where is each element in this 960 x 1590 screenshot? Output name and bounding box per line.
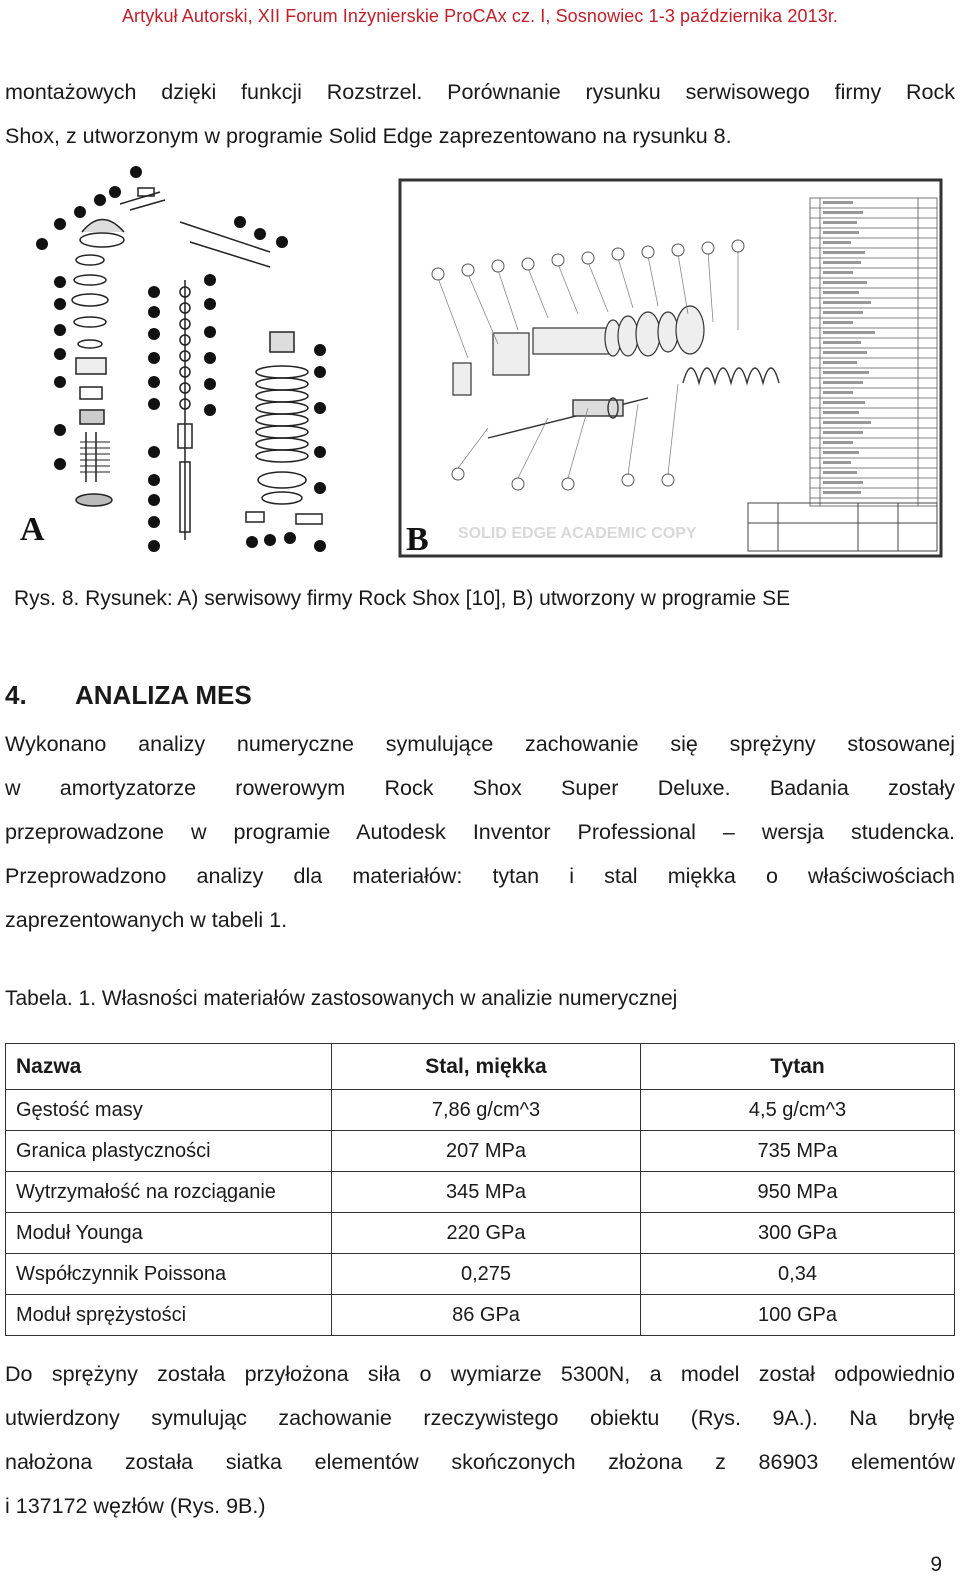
table-cell: 7,86 g/cm^3 [332, 1090, 641, 1131]
figure-panel-a [20, 162, 365, 560]
section-paragraph [5, 722, 955, 942]
table-cell: 0,275 [332, 1254, 641, 1295]
page-header: Artykuł Autorski, XII Forum Inżynierskie ProCAx cz. I, Sosnowiec 1-3 października 2013r. [121, 6, 839, 26]
table-cell: Gęstość masy [6, 1090, 332, 1131]
header-cell: Tytan [641, 1044, 955, 1090]
header-cell: Stal, miękka [332, 1044, 641, 1090]
closing-paragraph [5, 1352, 955, 1528]
materials-table [5, 1043, 955, 1336]
table-cell: Moduł sprężystości [6, 1295, 332, 1336]
table-cell: 300 GPa [641, 1213, 955, 1254]
section-number: 4. [5, 680, 27, 710]
panel-a-label: A [20, 511, 45, 548]
table-cell: 207 MPa [332, 1131, 641, 1172]
table-row [6, 1254, 955, 1295]
table-cell: 345 MPa [332, 1172, 641, 1213]
table-row [6, 1090, 955, 1131]
section-line: zaprezentowanych w tabeli 1. [5, 908, 288, 932]
table-cell: 0,34 [641, 1254, 955, 1295]
header-cell: Nazwa [6, 1044, 332, 1090]
table-cell: 86 GPa [332, 1295, 641, 1336]
page-number: 9 [930, 1553, 942, 1576]
closing-line: utwierdzony symulując zachowanie rzeczywistego obiektu (Rys. 9A.). Na bryłę [5, 1406, 955, 1430]
figure-panel-b [398, 178, 943, 558]
intro-line: montażowych dzięki funkcji Rozstrzel. Porównanie rysunku serwisowego firmy Rock [5, 80, 955, 104]
table-row [6, 1172, 955, 1213]
panel-b-label: B [406, 521, 429, 558]
section-line: Przeprowadzono analizy dla materiałów: tytan i stal miękka o właściwościach [5, 864, 955, 888]
table-cell: 4,5 g/cm^3 [641, 1090, 955, 1131]
section-heading [5, 680, 252, 711]
table-header-row [6, 1044, 955, 1090]
table-cell: 950 MPa [641, 1172, 955, 1213]
section-title: ANALIZA MES [75, 680, 252, 710]
table-cell: Współczynnik Poissona [6, 1254, 332, 1295]
table-row [6, 1295, 955, 1336]
table-cell: 735 MPa [641, 1131, 955, 1172]
table-row [6, 1213, 955, 1254]
table-cell: Granica plastyczności [6, 1131, 332, 1172]
table-caption: Tabela. 1. Własności materiałów zastosowanych w analizie numerycznej [5, 987, 678, 1010]
closing-line: Do sprężyny została przyłożona siła o wymiarze 5300N, a model został odpowiednio [5, 1362, 955, 1386]
table-cell: Wytrzymałość na rozciąganie [6, 1172, 332, 1213]
table-cell: 100 GPa [641, 1295, 955, 1336]
intro-paragraph [5, 70, 955, 158]
closing-line: i 137172 węzłów (Rys. 9B.) [5, 1494, 266, 1518]
figure-caption: Rys. 8. Rysunek: A) serwisowy firmy Rock Shox [10], B) utworzony w programie SE [14, 587, 791, 610]
closing-line: nałożona została siatka elementów skończonych złożona z 86903 elementów [5, 1450, 955, 1474]
table-cell: Moduł Younga [6, 1213, 332, 1254]
table-cell: 220 GPa [332, 1213, 641, 1254]
section-line: w amortyzatorze rowerowym Rock Shox Super Deluxe. Badania zostały [5, 776, 955, 800]
section-line: Wykonano analizy numeryczne symulujące zachowanie się sprężyny stosowanej [5, 732, 955, 756]
intro-line: Shox, z utworzonym w programie Solid Edge zaprezentowano na rysunku 8. [5, 124, 732, 148]
table-row [6, 1131, 955, 1172]
watermark: SOLID EDGE ACADEMIC COPY [458, 525, 697, 542]
section-line: przeprowadzone w programie Autodesk Inventor Professional – wersja studencka. [5, 820, 955, 844]
